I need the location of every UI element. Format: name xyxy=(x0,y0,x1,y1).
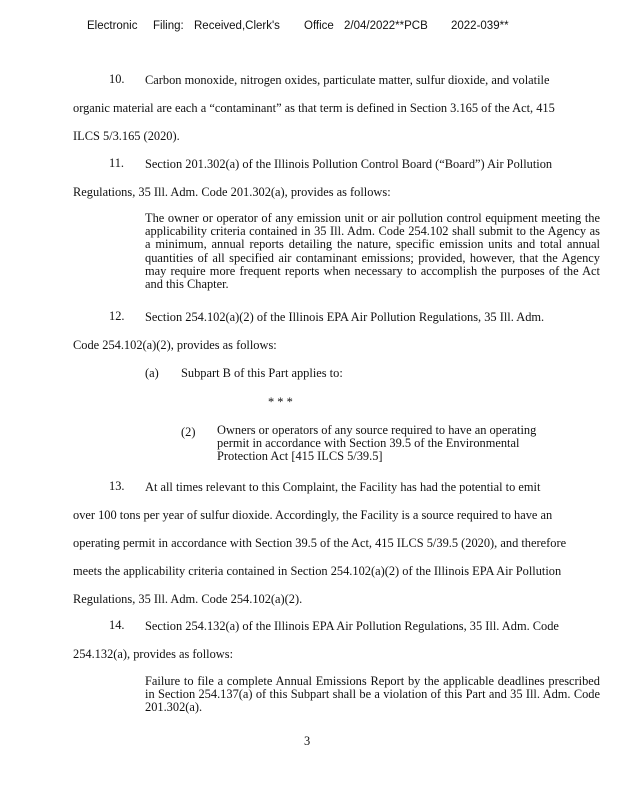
paragraph-13-number: 13. xyxy=(109,479,125,493)
header-date: 2/04/2022**PCB xyxy=(344,20,428,32)
paragraph-10-line-2: organic material are each a “contaminant” as that term is defined in Section 3.165 of the Act, 415 xyxy=(73,101,555,115)
item-2-line-3: Protection Act [415 ILCS 5/39.5] xyxy=(217,449,383,463)
paragraph-11-line-2: Regulations, 35 Ill. Adm. Code 201.302(a), provides as follows: xyxy=(73,185,391,199)
paragraph-10-line-3: ILCS 5/3.165 (2020). xyxy=(73,129,180,143)
paragraph-14-line-2: 254.132(a), provides as follows: xyxy=(73,647,234,661)
header-filing: Filing: xyxy=(153,20,184,32)
paragraph-13-line-3: operating permit in accordance with Section 39.5 of the Act, 415 ILCS 5/39.5 (2020), and therefore xyxy=(73,536,567,550)
paragraph-14-block-quote: Failure to file a complete Annual Emissions Report by the applicable deadlines prescribed in Section 254.137(a) of this Subpart shall be a violation of this Part and 35 Ill. Adm. Code 201.302(a). xyxy=(145,674,600,715)
paragraph-14-line-1: Section 254.132(a) of the Illinois EPA Air Pollution Regulations, 35 Ill. Adm. Code xyxy=(145,619,559,633)
header-received: Received,Clerk's xyxy=(194,20,280,32)
paragraph-10-line-1: Carbon monoxide, nitrogen oxides, particulate matter, sulfur dioxide, and volatile xyxy=(145,73,550,87)
paragraph-12-line-1: Section 254.102(a)(2) of the Illinois EPA Air Pollution Regulations, 35 Ill. Adm. xyxy=(145,310,545,324)
subsection-a-text: Subpart B of this Part applies to: xyxy=(181,366,343,380)
header-electronic: Electronic xyxy=(87,20,138,32)
item-2-line-1: Owners or operators of any source required to have an operating xyxy=(217,423,537,437)
item-2-line-2: permit in accordance with Section 39.5 of the Environmental xyxy=(217,436,520,450)
paragraph-13-line-5: Regulations, 35 Ill. Adm. Code 254.102(a)(2). xyxy=(73,592,303,606)
paragraph-13-line-2: over 100 tons per year of sulfur dioxide. Accordingly, the Facility is a source required to have an xyxy=(73,508,553,522)
item-2-label: (2) xyxy=(181,425,196,439)
paragraph-11-number: 11. xyxy=(109,156,125,170)
paragraph-14-number: 14. xyxy=(109,618,125,632)
paragraph-13-line-4: meets the applicability criteria contained in Section 254.102(a)(2) of the Illinois EPA Air Pollution xyxy=(73,564,562,578)
paragraph-10-number: 10. xyxy=(109,72,125,86)
paragraph-11-line-1: Section 201.302(a) of the Illinois Pollution Control Board (“Board”) Air Pollution xyxy=(145,157,553,171)
subsection-a-label: (a) xyxy=(145,366,159,380)
header-office: Office xyxy=(304,20,334,32)
paragraph-12-line-2: Code 254.102(a)(2), provides as follows: xyxy=(73,338,277,352)
header-docket: 2022-039** xyxy=(451,20,509,32)
paragraph-12-number: 12. xyxy=(109,309,125,323)
paragraph-13-line-1: At all times relevant to this Complaint, the Facility has had the potential to emit xyxy=(145,480,541,494)
paragraph-11-block-quote: The owner or operator of any emission unit or air pollution control equipment meeting the applicability criteria contained in 35 Ill. Adm. Code 254.102 shall submit to the Agency as a minimum, annual reports detailing the nature, specific emission units and total annual quantities of all specified air contaminant emissions; provided, however, that the Agency may require more frequent reports when necessary to accomplish the purposes of the Act and this Chapter. xyxy=(145,211,600,292)
page-number: 3 xyxy=(304,734,311,748)
ellipsis-stars: * * * xyxy=(268,395,293,409)
